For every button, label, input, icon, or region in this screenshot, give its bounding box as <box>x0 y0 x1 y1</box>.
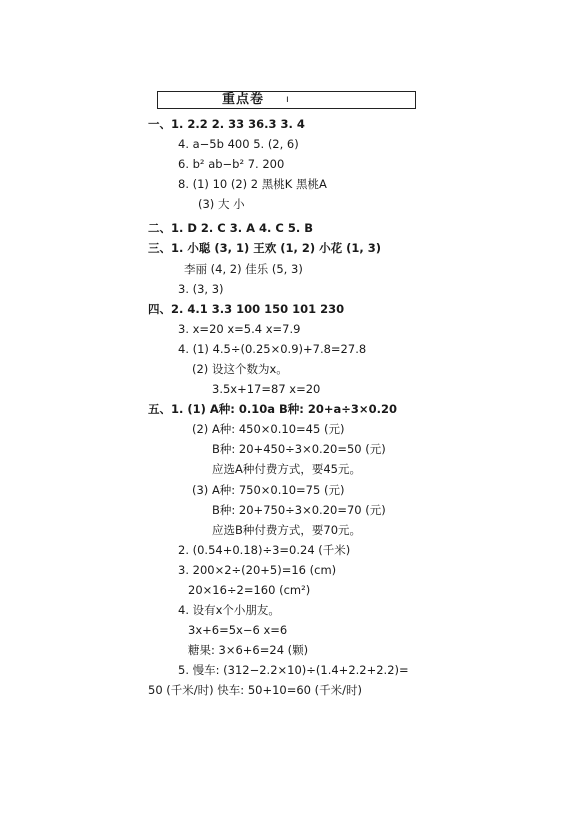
answer-line: (3) A种: 750×0.10=75 (元) <box>192 483 345 497</box>
answer-line: 糖果: 3×6+6=24 (颗) <box>188 643 309 657</box>
answer-line: 2. (0.54+0.18)÷3=0.24 (千米) <box>178 543 351 557</box>
answer-line: 应选A种付费方式，要45元。 <box>212 462 361 476</box>
answer-line: B种: 20+450÷3×0.20=50 (元) <box>212 442 386 456</box>
answer-line: 应选B种付费方式，要70元。 <box>212 523 362 537</box>
answer-line: 4. (1) 4.5÷(0.25×0.9)+7.8=27.8 <box>178 342 367 356</box>
answer-line: (2) A种: 450×0.10=45 (元) <box>192 422 345 436</box>
section-title: 重点卷 <box>222 92 265 107</box>
answer-line: 20×16÷2=160 (cm²) <box>188 583 311 597</box>
answer-line: 4. a−5b 400 5. (2, 6) <box>178 137 299 151</box>
answer-line: 3. x=20 x=5.4 x=7.9 <box>178 322 301 336</box>
answer-line: 3.5x+17=87 x=20 <box>212 382 321 396</box>
answer-line: (3) 大 小 <box>198 197 245 211</box>
answer-line: 50 (千米/时) 快车: 50+10=60 (千米/时) <box>148 683 362 697</box>
answer-line: B种: 20+750÷3×0.20=70 (元) <box>212 503 386 517</box>
title-mark: ı <box>286 94 289 105</box>
answer-line: 4. 设有x个小朋友。 <box>178 603 280 617</box>
answer-line: 5. 慢车: (312−2.2×10)÷(1.4+2.2+2.2)= <box>178 663 409 677</box>
answer-line: 3. 200×2÷(20+5)=16 (cm) <box>178 563 337 577</box>
answer-line: 二、1. D 2. C 3. A 4. C 5. B <box>148 221 313 235</box>
answer-line: 一、1. 2.2 2. 33 36.3 3. 4 <box>148 117 305 131</box>
answer-line: 3x+6=5x−6 x=6 <box>188 623 288 637</box>
answer-line: 四、2. 4.1 3.3 100 150 101 230 <box>148 302 345 316</box>
section-title-box <box>157 91 416 109</box>
answer-line: 李丽 (4, 2) 佳乐 (5, 3) <box>184 262 303 276</box>
answer-line: 8. (1) 10 (2) 2 黑桃K 黑桃A <box>178 177 327 191</box>
answer-line: 三、1. 小聪 (3, 1) 王欢 (1, 2) 小花 (1, 3) <box>148 241 382 255</box>
answer-line: (2) 设这个数为x。 <box>192 362 288 376</box>
answer-line: 五、1. (1) A种: 0.10a B种: 20+a÷3×0.20 <box>148 402 397 416</box>
answer-line: 3. (3, 3) <box>178 282 224 296</box>
answer-line: 6. b² ab−b² 7. 200 <box>178 157 285 171</box>
